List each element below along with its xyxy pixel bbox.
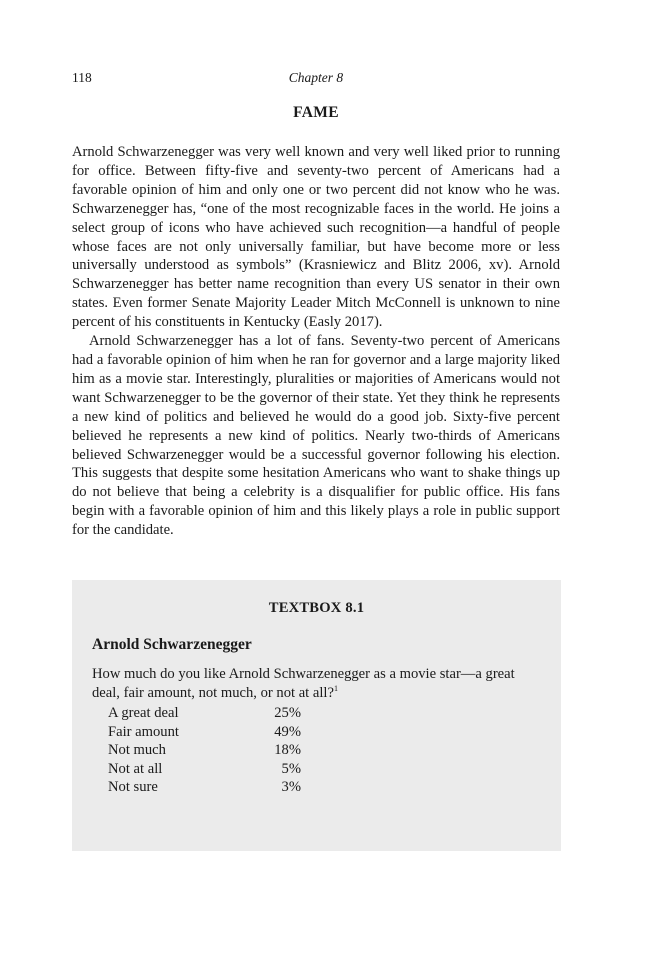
paragraph: Arnold Schwarzenegger was very well known and very well liked prior to running for office. Between fifty-five and seventy-two percent of Americans had a favorable opinion of him and only one or two percent did not know who he was. Schwarzenegger has, “one of the most recognizable faces in the world. He joins a select group of icons who have achieved such recognition—a handful of people whose faces are not only universally familiar, but have become more or less universally understood as symbols” (Krasniewicz and Blitz 2006, xv). Arnold Schwarzenegger has better name recognition than every US senator in their own states. Even former Senate Majority Leader Mitch McConnell is unknown to nine percent of his constituents in Kentucky (Easly 2017). bbox=[72, 144, 560, 331]
response-label: Fair amount bbox=[108, 723, 179, 740]
body-text bbox=[72, 143, 560, 540]
response-row bbox=[108, 760, 308, 779]
footnote-marker: 1 bbox=[333, 684, 338, 694]
response-row bbox=[108, 723, 308, 742]
response-value: 18% bbox=[274, 742, 301, 759]
response-label: Not sure bbox=[108, 779, 158, 796]
response-value: 5% bbox=[281, 760, 301, 777]
response-value: 25% bbox=[274, 705, 301, 721]
textbox bbox=[72, 580, 561, 851]
survey-question bbox=[92, 665, 542, 703]
response-value: 3% bbox=[281, 779, 301, 796]
response-table bbox=[108, 704, 308, 797]
page-number: 118 bbox=[72, 70, 92, 85]
response-label: Not at all bbox=[108, 760, 163, 777]
textbox-label: TEXTBOX 8.1 bbox=[268, 600, 365, 616]
response-row bbox=[108, 778, 308, 797]
response-label: Not much bbox=[108, 742, 166, 759]
response-row bbox=[108, 704, 308, 723]
response-row bbox=[108, 741, 308, 760]
section-title: FAME bbox=[293, 104, 339, 121]
survey-question-text: How much do you like Arnold Schwarzenegger as a movie star—a great deal, fair amount, not much, or not at all? bbox=[92, 666, 515, 701]
response-value: 49% bbox=[274, 723, 301, 740]
running-head bbox=[72, 70, 560, 88]
textbox-heading: Arnold Schwarzenegger bbox=[92, 636, 252, 653]
response-label: A great deal bbox=[108, 705, 179, 721]
chapter-label: Chapter 8 bbox=[288, 70, 344, 85]
paragraph: Arnold Schwarzenegger has a lot of fans. Seventy-two percent of Americans had a favorable opinion of him when he ran for governor and a large majority liked him as a movie star. Interestingly, pluralities or majorities of Americans would not want Schwarzenegger to be the governor of their state. Yet they think he represents a new kind of politics and believed he would do a good job. Sixty-five percent believed he represents a new kind of politics. Nearly two-thirds of Americans believed Schwarzenegger would be a successful governor following his election. This suggests that despite some hesitation Americans who want to shake things up do not believe that being a celebrity is a disqualifier for public office. His fans begin with a favorable opinion of him and this likely plays a role in public support for the candidate. bbox=[72, 333, 560, 539]
